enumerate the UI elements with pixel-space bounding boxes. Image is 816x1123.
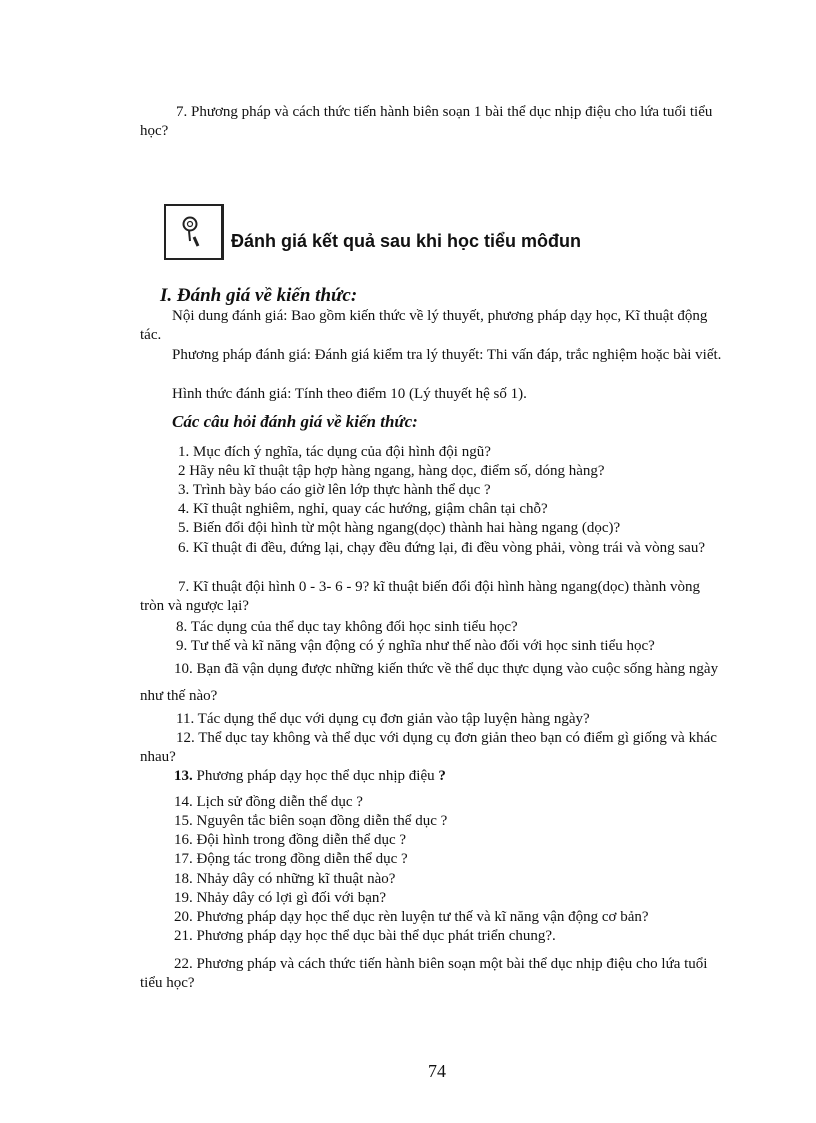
question-item	[174, 767, 446, 785]
question-item: 14. Lịch sử đồng diễn thể dục ?	[174, 794, 363, 810]
question-item: 18. Nhảy dây có những kĩ thuật nào?	[174, 871, 396, 887]
question-item: 3. Trình bày báo cáo giờ lên lớp thực hành thể dục ?	[178, 482, 491, 498]
question-item: 19. Nhảy dây có lợi gì đối với bạn?	[174, 890, 387, 906]
question-item: 4. Kĩ thuật nghiêm, nghỉ, quay các hướng, giậm chân tại chỗ?	[178, 501, 548, 517]
questions-heading: Các câu hỏi đánh giá về kiến thức:	[172, 412, 418, 431]
question-item: 11. Tác dụng thể dục với dụng cụ đơn giản vào tập luyện hàng ngày?	[176, 711, 590, 727]
knowledge-heading: I. Đánh giá về kiến thức:	[160, 285, 358, 306]
question-item: 12. Thể dục tay không và thể dục với dụng cụ đơn giản theo bạn có điểm gì giống và khác nhau?	[140, 730, 717, 765]
page-number: 74	[428, 1061, 446, 1081]
icon-box	[164, 204, 224, 260]
question-number: 13.	[174, 768, 193, 784]
content-line: Nội dung đánh giá: Bao gồm kiến thức về lý thuyết, phương pháp dạy học, Kĩ thuật động tác.	[140, 308, 708, 343]
method-line: Phương pháp đánh giá: Đánh giá kiểm tra lý thuyết: Thi vấn đáp, trắc nghiệm hoặc bài viết.	[172, 347, 722, 363]
question-mark: ?	[438, 768, 446, 784]
question-item: 22. Phương pháp và cách thức tiến hành biên soạn một bài thể dục nhịp điệu cho lứa tuổi tiểu học?	[140, 956, 708, 991]
question-item: 2 Hãy nêu kĩ thuật tập hợp hàng ngang, hàng dọc, điểm số, dóng hàng?	[178, 463, 605, 479]
question-item: 16. Đội hình trong đồng diễn thể dục ?	[174, 832, 407, 848]
question-item: 21. Phương pháp dạy học thể dục bài thể dục phát triển chung?.	[174, 928, 556, 944]
question-item: 9. Tư thế và kĩ năng vận động có ý nghĩa như thế nào đối với học sinh tiểu học?	[176, 638, 655, 654]
question-text: Phương pháp dạy học thể dục nhịp điệu	[196, 768, 435, 784]
question-item: 7. Kĩ thuật đội hình 0 - 3- 6 - 9? kĩ thuật biến đổi đội hình hàng ngang(dọc) thành vòng tròn và ngược lại?	[140, 579, 700, 614]
question-item: 6. Kĩ thuật đi đều, đứng lại, chạy đều đứng lại, đi đều vòng phải, vòng trái và vòng sau?	[178, 540, 705, 556]
question-item: 20. Phương pháp dạy học thể dục rèn luyện tư thế và kĩ năng vận động cơ bản?	[174, 909, 649, 925]
question-item: 8. Tác dụng của thể dục tay không đối học sinh tiểu học?	[176, 619, 518, 635]
form-line: Hình thức đánh giá: Tính theo điểm 10 (Lý thuyết hệ số 1).	[172, 386, 527, 402]
question-item: 5. Biến đổi đội hình từ một hàng ngang(dọc) thành hai hàng ngang (dọc)?	[178, 520, 621, 536]
question-item: 10. Bạn đã vận dụng được những kiến thức về thể dục thực dụng vào cuộc sống hàng ngày như thế nào?	[140, 661, 719, 704]
section-title: Đánh giá kết quả sau khi học tiểu môđun	[231, 231, 582, 251]
intro-question: 7. Phương pháp và cách thức tiến hành biên soạn 1 bài thể dục nhịp điệu cho lứa tuổi tiểu học?	[140, 104, 713, 139]
magnifier-icon	[180, 214, 208, 252]
question-item: 1. Mục đích ý nghĩa, tác dụng của đội hình đội ngũ?	[178, 444, 491, 460]
question-item: 17. Động tác trong đồng diễn thể dục ?	[174, 851, 408, 867]
question-item: 15. Nguyên tắc biên soạn đồng diễn thể dục ?	[174, 813, 448, 829]
